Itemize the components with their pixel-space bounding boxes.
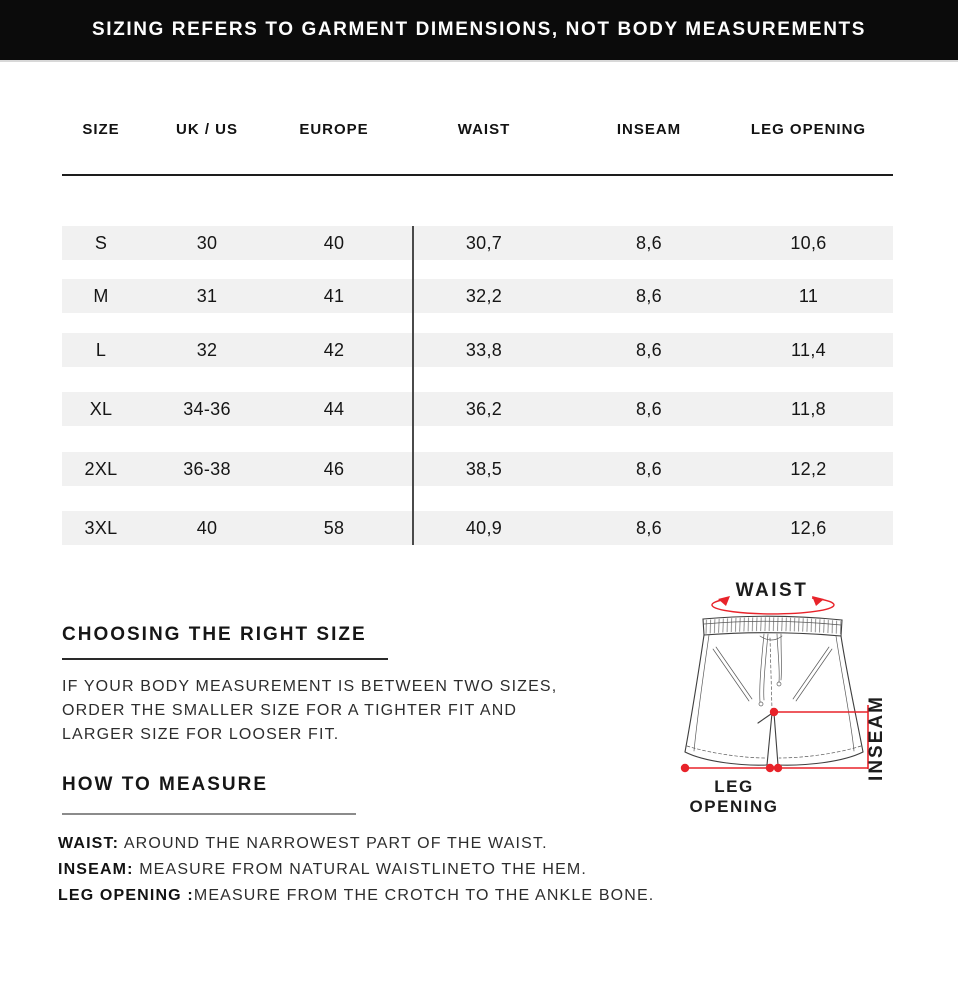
cell-size: 3XL <box>84 517 118 538</box>
cell-waist: 32,2 <box>465 285 503 306</box>
table-row <box>62 452 893 486</box>
column-header-size: SIZE <box>82 120 120 138</box>
measure-instruction <box>58 883 654 909</box>
cell-uk-us: 34-36 <box>183 398 231 419</box>
cell-waist: 36,2 <box>465 398 503 419</box>
table-vertical-divider <box>412 226 414 545</box>
table-row <box>62 226 893 260</box>
waist-arrow-right-icon <box>812 596 824 606</box>
leg-opening-label-line2: OPENING <box>689 797 779 816</box>
measure-description: AROUND THE NARROWEST PART OF THE WAIST. <box>119 835 548 852</box>
cell-leg-opening: 11,8 <box>791 398 826 419</box>
cell-inseam: 8,6 <box>636 517 662 538</box>
inseam-label: INSEAM <box>866 695 887 781</box>
leg-opening-label-line1: LEG <box>714 777 754 796</box>
choosing-size-line: LARGER SIZE FOR LOOSER FIT. <box>62 726 340 743</box>
measure-instruction <box>58 831 654 857</box>
table-row <box>62 279 893 313</box>
column-header-europe: EUROPE <box>299 120 369 138</box>
measure-instruction <box>58 857 654 883</box>
measure-term: INSEAM: <box>58 861 134 878</box>
table-row <box>62 392 893 426</box>
cell-inseam: 8,6 <box>636 458 662 479</box>
cell-size: S <box>94 232 108 253</box>
cell-leg-opening: 10,6 <box>790 232 827 253</box>
cell-europe: 44 <box>323 398 345 419</box>
cell-europe: 58 <box>323 517 345 538</box>
measure-description: MEASURE FROM NATURAL WAISTLINETO THE HEM. <box>133 861 587 878</box>
measure-term: WAIST: <box>58 835 120 852</box>
choosing-size-title: CHOOSING THE RIGHT SIZE <box>62 624 367 645</box>
table-row <box>62 511 893 545</box>
cell-uk-us: 30 <box>196 232 218 253</box>
table-row <box>62 333 893 367</box>
cell-waist: 30,7 <box>465 232 503 253</box>
cell-inseam: 8,6 <box>636 398 662 419</box>
cell-waist: 40,9 <box>465 517 503 538</box>
size-table-header <box>62 112 893 146</box>
cell-uk-us: 40 <box>196 517 218 538</box>
leg-opening-dot <box>681 764 689 772</box>
choosing-size-line: IF YOUR BODY MEASUREMENT IS BETWEEN TWO SIZES, <box>62 678 558 695</box>
banner-text: SIZING REFERS TO GARMENT DIMENSIONS, NOT BODY MEASUREMENTS <box>91 19 867 40</box>
column-header-inseam: INSEAM <box>616 120 682 138</box>
waist-label: WAIST <box>735 580 809 601</box>
leg-opening-dot <box>774 764 782 772</box>
shorts-measurement-diagram <box>660 570 958 820</box>
cell-size: L <box>95 339 107 360</box>
measure-term: LEG OPENING : <box>58 887 194 904</box>
cell-europe: 42 <box>323 339 345 360</box>
cell-europe: 41 <box>323 285 345 306</box>
column-header-leg-opening: LEG OPENING <box>750 120 867 138</box>
cell-size: XL <box>89 398 113 419</box>
cell-leg-opening: 11 <box>798 285 819 306</box>
cell-leg-opening: 11,4 <box>791 339 826 360</box>
choosing-size-underline <box>62 658 388 660</box>
cell-leg-opening: 12,2 <box>790 458 827 479</box>
cell-europe: 40 <box>323 232 345 253</box>
shorts-illustration <box>685 616 863 765</box>
choosing-size-text <box>62 675 557 747</box>
cell-leg-opening: 12,6 <box>790 517 827 538</box>
column-header-uk-us: UK / US <box>175 120 238 138</box>
cell-waist: 33,8 <box>465 339 503 360</box>
cell-inseam: 8,6 <box>636 285 662 306</box>
size-table-body <box>62 226 893 545</box>
cell-europe: 46 <box>323 458 345 479</box>
leg-opening-dot <box>766 764 774 772</box>
cell-inseam: 8,6 <box>636 232 662 253</box>
column-header-waist: WAIST <box>457 120 511 138</box>
cell-uk-us: 32 <box>196 339 218 360</box>
cell-size: M <box>93 285 109 306</box>
measure-description: MEASURE FROM THE CROTCH TO THE ANKLE BONE. <box>193 887 655 904</box>
how-to-measure-list <box>58 831 654 909</box>
how-to-measure-underline <box>62 813 356 815</box>
cell-size: 2XL <box>84 458 118 479</box>
choosing-size-line: ORDER THE SMALLER SIZE FOR A TIGHTER FIT AND <box>62 702 518 719</box>
cell-waist: 38,5 <box>465 458 503 479</box>
cell-inseam: 8,6 <box>636 339 662 360</box>
crotch-point-dot <box>770 708 778 716</box>
sizing-disclaimer-banner <box>0 0 958 62</box>
cell-uk-us: 36-38 <box>183 458 231 479</box>
cell-uk-us: 31 <box>196 285 218 306</box>
table-header-rule <box>62 174 893 176</box>
how-to-measure-title: HOW TO MEASURE <box>62 774 269 795</box>
